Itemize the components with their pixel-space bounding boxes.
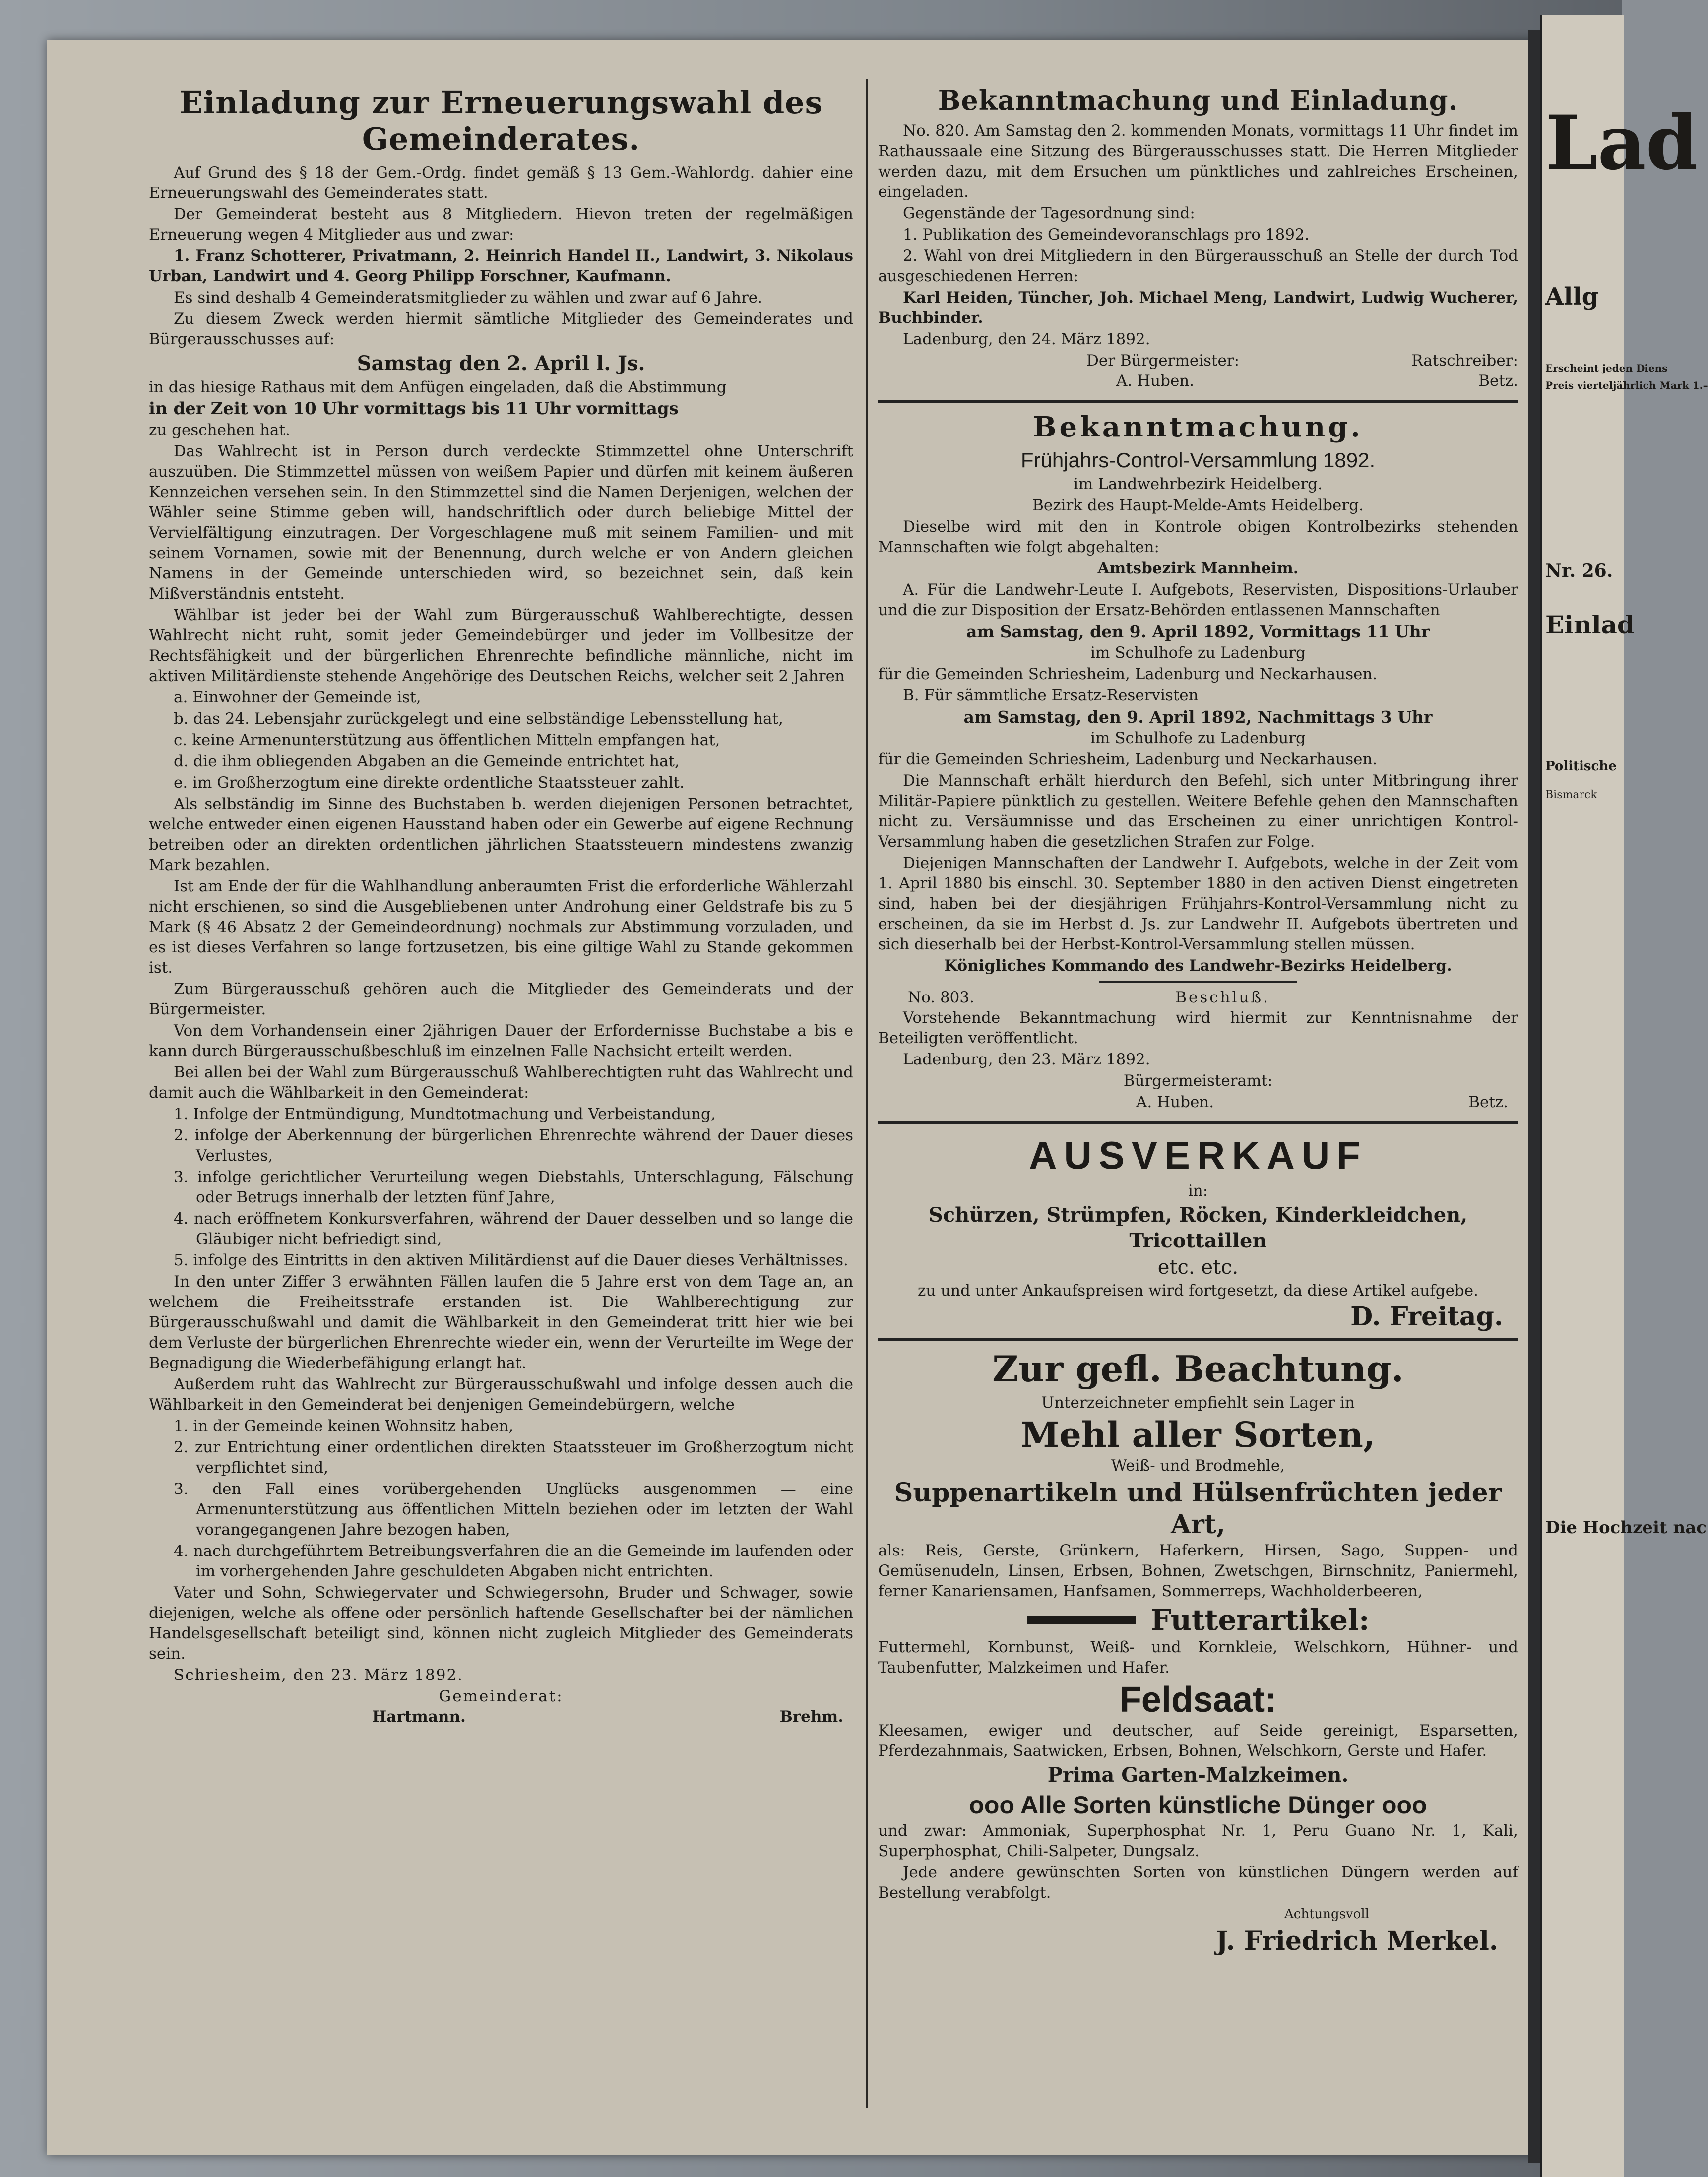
masthead-note-fragment: Preis vierteljährlich Mark 1.– [1545,379,1708,391]
voting-time: in der Zeit von 10 Uhr vormittags bis 11 Uhr vormittags [149,399,679,419]
paragraph: im Landwehrbezirk Heidelberg. [1074,475,1323,493]
paragraph: Außerdem ruht das Wahlrecht zur Bürgerausschußwahl und infolge dessen auch die Wählbarkeit in den Gemeinderat bei denjenigen Gemeindebürgern, welche [149,1375,853,1414]
paragraph: Vater und Sohn, Schwiegervater und Schwiegersohn, Bruder und Schwager, sowie diejenigen, welche als offene oder persönlich haftende Gesellschafter bei der nämlichen Handelsgesellschaft beteiligt sind, können nicht zugleich Mitglieder des Gemeinderats sein. [149,1584,853,1663]
ad-text: als: Reis, Gerste, Grünkern, Haferkern, Hirsen, Sago, Suppen- und Gemüsenudeln, Linsen, Erbsen, Bohnen, Zwetschgen, Birnschnitz, Paniermehl, ferner Kanariensamen, Hanfsamen, Sommerreps, Wachholderbeeren, [878,1542,1518,1600]
signature: Brehm. [779,1708,843,1726]
paragraph: A. Für die Landwehr-Leute I. Aufgebots, Reservisten, Dispositions-Urlauber und die zur Disposition der Ersatz-Behörden entlassenen Mannschaften [878,581,1518,619]
eligibility-list [149,687,853,793]
suspension-list [149,1104,853,1271]
paragraph: Es sind deshalb 4 Gemeinderatsmitglieder zu wählen und zwar auf 6 Jahre. [174,289,762,307]
paragraph: zu geschehen hat. [149,421,290,439]
list-item: 4. nach durchgeführtem Betreibungsverfahren die an die Gemeinde im laufenden oder im vorhergehenden Jahre geschuldeten Abgaben nicht entrichten. [174,1542,853,1580]
list-item: 3. infolge gerichtlicher Verurteilung wegen Diebstahls, Unterschlagung, Fälschung oder Betrugs innerhalb der letzten fünf Jahre, [174,1168,853,1206]
decorative-bar [1027,1616,1136,1624]
masthead-fragment: Lad [1545,99,1698,187]
clearance-sale-ad [878,1133,1518,1332]
ad-text: Weiß- und Brodmehle, [1111,1457,1285,1475]
place-date: Ladenburg, den 23. März 1892. [903,1051,1150,1068]
paragraph: Dieselbe wird mit den in Kontrole obigen Kontrolbezirks stehenden Mannschaften wie folgt abgehalten: [878,518,1518,556]
ad-product-heading [878,1603,1518,1637]
column-divider [866,79,868,2108]
list-item: a. Einwohner der Gemeinde ist, [174,688,421,706]
adjacent-page [1540,15,1708,2177]
deceased-members: Karl Heiden, Tüncher, Joh. Michael Meng, Landwirt, Ludwig Wucherer, Buchbinder. [878,289,1518,327]
decision-header [878,988,1518,1008]
section-rule [878,1121,1518,1124]
list-item: 1. in der Gemeinde keinen Wohnsitz haben, [174,1417,514,1435]
paragraph: Als selbständig im Sinne des Buchstaben b. werden diejenigen Personen betrachtet, welche entweder einen eigenen Hausstand haben oder ein Gewerbe auf eigene Rechnung betreiben oder an direkten ordentlichen jährlichen Staatssteuern mindestens zwanzig Mark bezahlen. [149,795,853,874]
ad-signature: D. Freitag. [1350,1302,1503,1332]
list-item: 2. infolge der Aberkennung der bürgerlichen Ehrenrechte während der Dauer dieses Verlustes, [174,1126,853,1165]
text-fragment: Bismarck [1545,789,1597,801]
ad-items: Schürzen, Strümpfen, Röcken, Kinderkleidchen, Tricottaillen [928,1203,1468,1252]
list-item: b. das 24. Lebensjahr zurückgelegt und eine selbständige Lebensstellung hat, [174,710,783,728]
left-column [149,84,853,1726]
short-rule [1099,981,1297,983]
paragraph: Der Gemeinderat besteht aus 8 Mitgliedern. Hievon treten der regelmäßigen Erneuerung wegen 4 Mitglieder aus und zwar: [149,205,853,244]
ad-text: Futtermehl, Kornbunst, Weiß- und Kornkleie, Welschkorn, Hühner- und Taubenfutter, Malzkeimen und Hafer. [878,1638,1518,1677]
paragraph: Auf Grund des § 18 der Gem.-Ordg. findet gemäß § 13 Gem.-Wahlordg. dahier eine Erneuerungswahl des Gemeinderates statt. [149,164,853,202]
notice-title: Bekanntmachung. [1033,411,1363,443]
additional-suspension-list [149,1416,853,1582]
flour-merchant-ad [878,1347,1518,1957]
ad-product-heading: Mehl aller Sorten, [1020,1414,1376,1455]
signature: A. Huben. [1136,1093,1214,1111]
section-rule [878,400,1518,403]
control-assembly-notice [878,410,1518,1113]
masthead-note-fragment: Erscheint jeden Diens [1545,362,1668,374]
section-rule [878,1338,1518,1341]
place-date: Ladenburg, den 24. März 1892. [903,330,1150,348]
agenda-item: 1. Publikation des Gemeindevoranschlags pro 1892. [903,226,1310,244]
signatures [878,371,1518,391]
notice-title: Bekanntmachung und Einladung. [938,84,1458,116]
signature-roles [878,351,1518,371]
issuing-command: Königliches Kommando des Landwehr-Bezirks Heidelberg. [944,957,1452,975]
paragraph: In den unter Ziffer 3 erwähnten Fällen laufen die 5 Jahre erst von dem Tage an, an welchem die Freiheitsstrafe erstanden ist. Die Wahlberechtigung zur Bürgerausschußwahl und damit die Wählbarkeit in den Gemeinderat tritt hier wie bei dem Verluste der bürgerlichen Ehrenrechte wieder ein, wenn der Verurteilte im Wege der Begnadigung die Wiederbefähigung erlangt hat. [149,1273,853,1372]
signature: A. Huben. [1116,372,1195,390]
paragraph: Das Wahlrecht ist in Person durch verdeckte Stimmzettel ohne Unterschrift auszuüben. Die Stimmzettel müssen von weißem Papier und dürfen mit keinem äußeren Kennzeichen versehen sein. In den Stimmzettel sind die Namen Derjenigen, welchen der Wähler seine Stimme geben will, handschriftlich oder durch beliebige Mittel der Vervielfältigung einzutragen. Der Vorgeschlagene muß mit seinem Familien- und mit seinem Vornamen, sowie mit der Benennung, durch welche er von Andern gleichen Namens in der Gemeinde unterschieden wird, so bezeichnet sein, daß kein Mißverständnis entsteht. [149,442,853,603]
ad-headline: Zur gefl. Beachtung. [992,1348,1404,1390]
ad-signature: J. Friedrich Merkel. [1215,1926,1498,1956]
paragraph: Wählbar ist jeder bei der Wahl zum Bürgerausschuß Wahlberechtigte, dessen Wahlrecht nicht ruht, somit jeder Gemeindebürger und jeder im Vollbesitze der Rechtsfähigkeit und der bürgerlichen Ehrenrechte befindliche männliche, nicht im aktiven Militärdienste stehende Angehörige des Deutschen Reichs, welcher seit 2 Jahren [149,606,853,685]
list-item: e. im Großherzogtum eine direkte ordentliche Staatssteuer zahlt. [174,774,685,792]
signatures [878,1092,1518,1113]
assembly-place: im Schulhofe zu Ladenburg [1090,729,1306,747]
ad-text: Jede andere gewünschten Sorten von künstlichen Düngern werden auf Bestellung verabfolgt. [878,1864,1518,1902]
paragraph: Von dem Vorhandensein einer 2jährigen Dauer der Erfordernisse Buchstabe a bis e kann durch Bürgerausschußbeschluß im einzelnen Falle Nachsicht erteilt werden. [149,1022,853,1060]
list-item: 3. den Fall eines vorübergehenden Unglücks ausgenommen — eine Armenunterstützung aus öffentlichen Mitteln beziehen oder im letzten der Wahl vorangegangenen Jahre bezogen haben, [174,1480,853,1539]
decision-label: Beschluß. [1175,989,1270,1006]
paragraph: Zu diesem Zweck werden hiermit sämtliche Mitglieder des Gemeinderates und Bürgerausschusses auf: [149,310,853,348]
section-fragment: Politische [1545,759,1617,774]
masthead-sub-fragment: Allg [1545,283,1599,311]
signature: Betz. [1478,372,1518,390]
ad-product-line: Prima Garten-Malzkeimen. [1047,1763,1349,1787]
paragraph: Die Mannschaft erhält hierdurch den Befehl, sich unter Mitbringung ihrer Militär-Papiere pünktlich zu gestellen. Weitere Befehle gehen den Mannschaften nicht zu. Versäumnisse und das Erscheinen zu einer unrichtigen Kontrol-Versammlung haben die gesetzlichen Strafen zur Folge. [878,772,1518,851]
assembly-place: im Schulhofe zu Ladenburg [1090,644,1306,662]
signatures [149,1708,853,1726]
list-item: 1. Infolge der Entmündigung, Mundtotmachung und Verbeistandung, [174,1105,716,1123]
heading-fragment: Die Hochzeit nac [1545,1518,1707,1538]
paragraph: für die Gemeinden Schriesheim, Ladenburg und Neckarhausen. [878,665,1378,683]
ad-text: Unterzeichneter empfiehlt sein Lager in [1041,1394,1355,1412]
ad-product-label: Futterartikel: [1150,1603,1370,1637]
paragraph: in das hiesige Rathaus mit dem Anfügen eingeladen, daß die Abstimmung [149,378,727,396]
issue-number-fragment: Nr. 26. [1545,560,1613,581]
council-meeting-notice [878,84,1518,391]
ad-product-heading: Feldsaat: [1119,1680,1277,1720]
paragraph: Zum Bürgerausschuß gehören auch die Mitglieder des Gemeinderats und der Bürgermeister. [149,980,853,1018]
ad-text: in: [1188,1182,1208,1200]
role-label: Der Bürgermeister: [1086,352,1240,370]
election-notice-title: Einladung zur Erneuerungswahl des Gemeinderates. [179,84,823,157]
paragraph: Ist am Ende der für die Wahlhandlung anberaumten Frist die erforderliche Wählerzahl nicht erschienen, so sind die Ausgebliebenen unter Androhung einer Geldstrafe bis zu 5 Mark (§ 46 Absatz 2 der Gemeindeordnung) nochmals zur Abstimmung vorzuladen, und es ist dieses Verfahren so lange fortzusetzen, bis eine giltige Wahl zu Stande gekommen ist. [149,877,853,977]
signature: Betz. [1468,1093,1508,1111]
heading-fragment: Einlad [1545,610,1635,639]
signature: Hartmann. [372,1708,466,1726]
assembly-date: am Samstag, den 9. April 1892, Nachmittags 3 Uhr [963,707,1433,727]
paragraph: Bei allen bei der Wahl zum Bürgerausschuß Wahlberechtigten ruht das Wahlrecht und damit auch die Wählbarkeit in den Gemeinderat: [149,1063,853,1102]
list-item: 5. infolge des Eintritts in den aktiven Militärdienst auf die Dauer dieses Verhältnisses. [174,1251,848,1269]
ad-text: etc. etc. [1157,1256,1239,1279]
ad-product-heading: Suppenartikeln und Hülsenfrüchten jeder Art, [894,1478,1502,1540]
notice-subtitle: Frühjahrs-Control-Versammlung 1892. [1020,448,1376,472]
election-date: Samstag den 2. April l. Js. [357,352,645,375]
paragraph: für die Gemeinden Schriesheim, Ladenburg und Neckarhausen. [878,750,1378,768]
agenda-item: 2. Wahl von drei Mitgliedern in den Bürgerausschuß an Stelle der durch Tod ausgeschiedenen Herren: [878,247,1518,285]
paragraph: B. Für sämmtliche Ersatz-Reservisten [903,686,1199,704]
list-item: d. die ihm obliegenden Abgaben an die Gemeinde entrichtet hat, [174,752,680,770]
list-item: c. keine Armenunterstützung aus öffentlichen Mitteln empfangen hat, [174,731,720,749]
role-label: Ratschreiber: [1411,352,1518,370]
list-item: 4. nach eröffnetem Konkursverfahren, während der Dauer desselben und so lange die Gläubiger nicht befriedigt sind, [174,1210,853,1248]
ad-text: zu und unter Ankaufspreisen wird fortgesetzt, da diese Artikel aufgebe. [918,1282,1478,1300]
list-item: 2. zur Entrichtung einer ordentlichen direkten Staatssteuer im Großherzogtum nicht verpflichtet sind, [174,1438,853,1477]
paragraph: Diejenigen Mannschaften der Landwehr I. Aufgebots, welche in der Zeit vom 1. April 1880 bis einschl. 30. September 1880 in den activen Dienst eingetreten sind, haben bei der diesjährigen Frühjahrs-Kontrol-Versammlung nicht zu erscheinen, da sie im Herbst d. Js. zur Landwehr II. Aufgebots übertreten und sich dieserhalb bei der Herbst-Kontrol-Versammlung stellen müssen. [878,854,1518,953]
paragraph: Vorstehende Bekanntmachung wird hiermit zur Kenntnisnahme der Beteiligten veröffentlicht. [878,1009,1518,1047]
ad-text: Kleesamen, ewiger und deutscher, auf Seide gereinigt, Esparsetten, Pferdezahnmais, Saatwicken, Erbsen, Bohnen, Welschkorn, Gerste und Hafer. [878,1722,1518,1760]
decision-number: No. 803. [908,989,974,1006]
authority-label: Gemeinderat: [439,1687,564,1705]
paragraph: No. 820. Am Samstag den 2. kommenden Monats, vormittags 11 Uhr findet im Rathaussaale eine Sitzung des Bürgerausschusses statt. Die Herren Mitglieder werden dazu, mit dem Ersuchen um pünktliches und zahlreiches Erscheinen, eingeladen. [878,122,1518,201]
ad-text: und zwar: Ammoniak, Superphosphat Nr. 1, Peru Guano Nr. 1, Kali, Superphosphat, Chili-Salpeter, Dungsalz. [878,1822,1518,1860]
paragraph: Bezirk des Haupt-Melde-Amts Heidelberg. [1032,497,1364,514]
right-column [878,84,1518,1957]
authority-label: Bürgermeisteramt: [1123,1072,1273,1090]
ad-product-heading: ooo Alle Sorten künstliche Dünger ooo [969,1791,1427,1819]
assembly-date: am Samstag, den 9. April 1892, Vormittags 11 Uhr [966,622,1430,641]
outgoing-members: 1. Franz Schotterer, Privatmann, 2. Heinrich Handel II., Landwirt, 3. Nikolaus Urban, Landwirt und 4. Georg Philipp Forschner, Kaufmann. [149,247,853,285]
ad-headline: AUSVERKAUF [1029,1133,1367,1177]
agenda-label: Gegenstände der Tagesordnung sind: [903,204,1195,222]
place-date: Schriesheim, den 23. März 1892. [174,1666,464,1684]
ad-closing: Achtungsvoll [1284,1907,1369,1922]
district-heading: Amtsbezirk Mannheim. [1097,560,1299,577]
